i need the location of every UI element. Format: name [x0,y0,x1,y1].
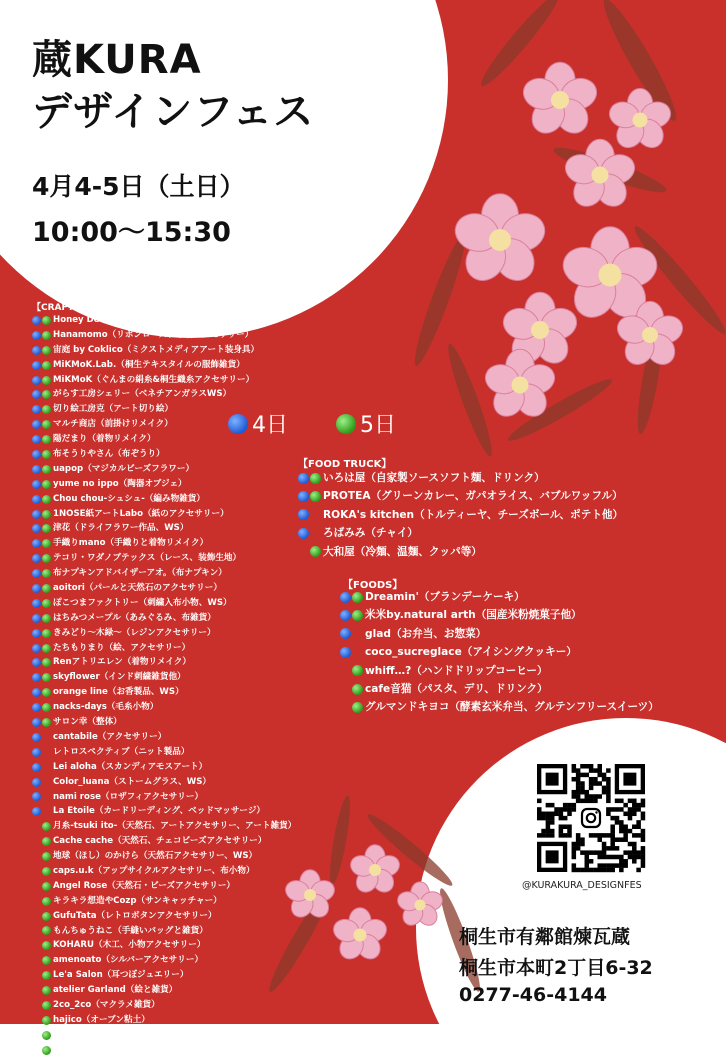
green-dot-icon [310,473,321,484]
blue-dot-icon [32,792,41,801]
blue-dot-icon [32,718,41,727]
day-markers [340,610,363,621]
day-markers [298,528,321,539]
foods-heading: 【FOODS】 [343,580,403,591]
day-markers [340,702,363,713]
green-dot-icon [42,629,51,638]
list-item-label: coco_sucreglace（アイシングクッキー） [365,646,577,659]
list-item-label: Le'a Salon（耳つぼジュエリー） [53,970,189,981]
list-item-label: 陽だまり（着物リメイク） [53,434,156,445]
list-item-label: Color_luana（ストームグラス、WS） [53,776,211,787]
list-item-label: cantabile（アクセサリー） [53,731,167,742]
list-item-label: レトロスペクティブ（ニット製品） [53,746,190,757]
green-dot-icon [336,414,356,434]
list-item-label: skyflower（インド刺繍雑貨他） [53,672,186,683]
blue-dot-icon [32,510,41,519]
green-dot-icon [42,331,51,340]
green-dot-icon [42,361,51,370]
green-dot-icon [42,435,51,444]
list-item [32,581,296,596]
list-item-label: ROKA's kitchen（トルティーヤ、チーズボール、ポテト他） [323,508,624,521]
list-item [32,670,296,685]
blue-dot-icon [32,316,41,325]
blue-dot-icon [298,491,309,502]
day-markers [32,658,51,667]
day-markers [340,665,363,676]
green-dot-icon [42,584,51,593]
green-dot-icon [42,510,51,519]
green-dot-icon [42,941,51,950]
list-item [32,447,296,462]
day-markers [32,376,51,385]
list-item [32,924,296,939]
foods-list [340,588,659,717]
blue-dot-icon [32,778,41,787]
green-dot-icon [42,822,51,831]
list-item-label: ぽこつまファクトリー（刺繍入布小物、WS） [53,597,232,608]
day-markers [32,420,51,429]
title-line-1: 蔵KURA [32,37,202,83]
day-markers [340,592,363,603]
day-markers [32,703,51,712]
green-dot-icon [42,912,51,921]
list-item [32,715,296,730]
day-markers [340,647,363,658]
blue-dot-icon [298,509,309,520]
qr-code[interactable] [537,764,645,872]
green-dot-icon [42,390,51,399]
day-markers [32,688,51,697]
list-item-label: yume no ippo（陶器オブジェ） [53,478,187,489]
day-markers [298,546,321,557]
list-item [32,536,296,551]
green-dot-icon [42,1046,51,1055]
list-item [32,328,296,343]
day-markers [32,390,51,399]
day-markers [32,539,51,548]
green-dot-icon [42,986,51,995]
blue-dot-icon [32,405,41,414]
day-markers [32,673,51,682]
list-item [340,680,659,698]
list-item [32,760,296,775]
green-dot-icon [42,554,51,563]
day-markers [32,614,51,623]
green-dot-icon [42,524,51,533]
day-markers [32,346,51,355]
list-item [32,879,296,894]
day-markers [32,599,51,608]
day-markers [32,941,51,950]
day-markers [340,684,363,695]
instagram-icon [579,806,603,830]
list-item-label: 地球（ほし）のかけら（天然石アクセサリー、WS） [53,851,258,862]
day-markers [32,1046,51,1055]
list-item-label: Lei aloha（スカンディアモスアート） [53,761,208,772]
day-markers [32,331,51,340]
list-item-label: ろばみみ（チャイ） [323,527,419,540]
green-dot-icon [42,539,51,548]
day-markers [32,837,51,846]
blue-dot-icon [340,592,351,603]
blue-dot-icon [32,435,41,444]
day-markers [32,450,51,459]
day-markers [32,435,51,444]
list-item-label: Honey Decoration（陶芸アクセサリー、雑貨、食器） [53,315,277,325]
day-markers [32,1016,51,1025]
blue-dot-icon [298,528,309,539]
green-dot-icon [42,837,51,846]
venue-name: 桐生市有鄰館煉瓦蔵 [459,926,631,948]
title-line-2: デザインフェス [32,89,315,135]
green-dot-icon [42,867,51,876]
green-dot-icon [42,718,51,727]
list-item-label: uapop（マジカルビーズフラワー） [53,463,195,474]
day-markers [32,971,51,980]
list-item [32,387,296,402]
food-truck-list [298,469,623,561]
list-item-label: Dreamin'（ブランデーケーキ） [365,591,525,603]
blue-dot-icon [32,376,41,385]
list-item [298,524,623,542]
list-item [32,551,296,566]
day-markers [32,867,51,876]
day-markers [32,465,51,474]
green-dot-icon [352,592,363,603]
green-dot-icon [42,688,51,697]
list-item-label: 切り絵工房克（アート切り絵） [53,404,174,415]
day-markers [32,554,51,563]
blue-dot-icon [32,673,41,682]
list-item-label: Hanamomo（リボンローズ、水引アクセサリー） [53,329,254,340]
day-markers [298,473,321,484]
green-dot-icon [42,569,51,578]
list-item [32,596,296,611]
green-dot-icon [42,480,51,489]
list-item [32,894,296,909]
list-item-label: たちもりまり（絵、アクセサリー） [53,642,191,653]
list-item-label: 和工房（陶芸） [53,1044,114,1055]
green-dot-icon [352,684,363,695]
list-item-label: cafe音猫（パスタ、デリ、ドリンク） [365,682,548,695]
list-item-label: nacks-days（毛糸小物） [53,702,159,713]
day-markers [32,569,51,578]
day-markers [298,509,321,520]
list-item [298,506,623,524]
list-item [340,588,659,606]
list-item [32,313,296,328]
green-dot-icon [42,495,51,504]
blue-dot-icon [32,480,41,489]
green-dot-icon [42,971,51,980]
list-item [32,804,296,819]
list-item-label: MiKMoK（ぐんまの絹糸&桐生織糸アクセサリー） [53,374,255,385]
list-item [32,507,296,522]
list-item [32,477,296,492]
day-markers [298,491,321,502]
list-item [32,641,296,656]
blue-dot-icon [32,644,41,653]
blue-dot-icon [32,629,41,638]
list-item [32,343,296,358]
event-time: 10:00〜15:30 [32,217,231,248]
day-markers [32,510,51,519]
blue-dot-icon [32,495,41,504]
day-markers [32,912,51,921]
list-item [32,775,296,790]
list-item [340,625,659,643]
day-markers [32,926,51,935]
day-markers [32,763,51,772]
list-item-label: GufuTata（レトロボタンアクセサリー） [53,910,217,921]
list-item-label: グルマンドキヨコ（酵素玄米弁当、グルテンフリースイーツ） [365,701,659,714]
list-item [32,700,296,715]
list-item-label: キラキラ想造やCozp（サンキャッチャー） [53,895,222,906]
day-markers [32,524,51,533]
list-item-label: もんちゅうねこ（手縫いバッグと雑貨） [53,925,208,936]
list-item-label: 布ナプキンアドバイザーアオ。（布ナプキン） [53,568,227,579]
list-item-label: Cache cache（天然石、チェコビーズアクセサリー） [53,836,267,847]
day-markers [340,628,363,639]
green-dot-icon [42,1016,51,1025]
list-item-label: MiKMoK.Lab.（桐生テキスタイルの服飾雑貨） [53,359,245,370]
green-dot-icon [42,644,51,653]
blue-dot-icon [32,554,41,563]
list-item-label: 米米by.natural arth（国産米粉焼菓子他） [365,609,582,622]
list-item [32,864,296,879]
day-markers [32,480,51,489]
green-dot-icon [352,665,363,676]
day-markers [32,629,51,638]
day-markers [32,882,51,891]
list-item [32,730,296,745]
day-markers [32,807,51,816]
day-markers [32,316,51,325]
blue-dot-icon [32,688,41,697]
green-dot-icon [42,1001,51,1010]
blue-dot-icon [32,703,41,712]
day-markers [32,584,51,593]
day-markers [32,1031,51,1040]
list-item [32,611,296,626]
blue-dot-icon [32,465,41,474]
list-item [340,606,659,624]
list-item-label: aoitori（パールと天然石のアクセサリー） [53,583,222,594]
list-item-label: Chou chou-シュシュ-（編み物雑貨） [53,493,205,504]
list-item [340,643,659,661]
legend-day5-label: 5日 [360,413,396,438]
list-item [32,1028,296,1043]
green-dot-icon [42,450,51,459]
green-dot-icon [352,610,363,621]
blue-dot-icon [32,524,41,533]
day-markers [32,822,51,831]
list-item-label: KOHARU（木工、小物アクセサリー） [53,940,206,951]
green-dot-icon [42,376,51,385]
day-markers [32,361,51,370]
green-dot-icon [42,703,51,712]
instagram-handle: @KURAKURA_DESIGNFES [522,880,642,891]
green-dot-icon [42,852,51,861]
list-item-label: nami rose（ロザフィアクセサリー） [53,791,204,802]
list-item [32,968,296,983]
day-markers [32,1001,51,1010]
green-dot-icon [310,491,321,502]
green-dot-icon [42,599,51,608]
list-item [32,745,296,760]
green-dot-icon [42,1031,51,1040]
list-item-label: whiff…?（ハンドドリップコーヒー） [365,664,548,677]
list-item [32,462,296,477]
green-dot-icon [42,673,51,682]
list-item [32,849,296,864]
list-item [32,834,296,849]
list-item-label: 2co_2co（マクラメ雑貨） [53,999,160,1010]
list-item [32,626,296,641]
list-item [32,819,296,834]
blue-dot-icon [32,614,41,623]
list-item-label: 宙庭 by Coklico（ミクストメディアアート装身具） [53,344,260,355]
list-item-label: PROTEA（グリーンカレー、ガパオライス、バブルワッフル） [323,490,623,503]
blue-dot-icon [340,628,351,639]
list-item [32,909,296,924]
day-markers [32,852,51,861]
list-item [298,543,623,561]
list-item-label: 手織りmano（手織りと着物リメイク） [53,538,209,549]
list-item-label: はちみつメープル（あみぐるみ、布雑貨） [53,612,216,623]
list-item-label: hajico（オーブン粘土） [53,1014,150,1025]
green-dot-icon [42,658,51,667]
list-item-label: Renアトリエレン（着物リメイク） [53,657,191,668]
list-item-label: 布そうりやさん（布ぞうり） [53,449,165,460]
list-item [32,655,296,670]
green-dot-icon [42,926,51,935]
list-item [32,1043,296,1058]
list-item [32,953,296,968]
list-item [32,938,296,953]
list-item-label: Angel Rose（天然石・ビーズアクセサリー） [53,880,236,891]
list-item [32,492,296,507]
list-item-label: 1NOSE紙アートLabo（紙のアクセサリー） [53,508,229,519]
list-item-label: caps.u.k（アップサイクルアクセサリー、布小物） [53,865,255,876]
green-dot-icon [42,405,51,414]
list-item-label: glad（お弁当、お惣菜） [365,627,487,640]
list-item-label: サロン幸（整体） [53,717,122,728]
list-item [32,1013,296,1028]
green-dot-icon [42,420,51,429]
legend-day5 [336,408,396,439]
blue-dot-icon [32,390,41,399]
list-item [32,358,296,373]
list-item-label: atelier Garland（絵と雑貨） [53,985,178,996]
day-markers [32,405,51,414]
event-date: 4月4-5日（土日） [32,172,245,201]
blue-dot-icon [32,584,41,593]
list-item-label: いろは屋（自家製ソースソフト麺、ドリンク） [323,472,545,484]
blue-dot-icon [32,763,41,772]
blue-dot-icon [32,658,41,667]
green-dot-icon [352,702,363,713]
list-item-label: amenoato（シルバーアクセサリー） [53,955,204,966]
green-dot-icon [42,897,51,906]
day-markers [32,897,51,906]
day-markers [32,956,51,965]
green-dot-icon [42,956,51,965]
list-item-label: きみどり〜木緑〜（レジンアクセサリー） [53,627,216,638]
green-dot-icon [310,546,321,557]
blue-dot-icon [340,647,351,658]
blue-dot-icon [32,420,41,429]
blue-dot-icon [32,450,41,459]
list-item-label: 津花（ドライフラワー作品、WS） [53,523,189,534]
venue-address: 桐生市本町2丁目6-32 [459,957,653,979]
list-item-label: La Etoile（カードリーディング、ベッドマッサージ） [53,806,266,817]
list-item-label: toca（タロット占い） [53,1029,143,1040]
list-item [32,983,296,998]
legend-day4 [228,408,288,439]
list-item [32,685,296,700]
blue-dot-icon [228,414,248,434]
green-dot-icon [42,465,51,474]
day-markers [32,986,51,995]
blue-dot-icon [298,473,309,484]
green-dot-icon [42,614,51,623]
day-markers [32,778,51,787]
green-dot-icon [42,346,51,355]
list-item [32,566,296,581]
list-item [32,998,296,1013]
blue-dot-icon [32,748,41,757]
day-markers [32,748,51,757]
blue-dot-icon [32,361,41,370]
list-item [298,469,623,487]
blue-dot-icon [340,610,351,621]
list-item-label: テコリ・ワダノブテックス（レース、装飾生地） [53,553,242,564]
day-markers [32,644,51,653]
blue-dot-icon [32,733,41,742]
blue-dot-icon [32,807,41,816]
blue-dot-icon [32,539,41,548]
list-item [32,521,296,536]
green-dot-icon [42,316,51,325]
blue-dot-icon [32,331,41,340]
legend-day4-label: 4日 [252,413,288,438]
list-item-label: 大和屋（冷麺、温麺、クッパ等） [323,545,482,558]
venue-phone: 0277-46-4144 [459,984,607,1006]
green-dot-icon [42,882,51,891]
list-item [340,662,659,680]
blue-dot-icon [32,569,41,578]
list-item [340,698,659,716]
day-markers [32,718,51,727]
list-item [298,487,623,505]
crafts-heading: 【CRAFTS】 [32,303,90,313]
food-truck-heading: 【FOOD TRUCK】 [298,459,392,470]
day-markers [32,792,51,801]
blue-dot-icon [32,599,41,608]
list-item [32,790,296,805]
blue-dot-icon [32,346,41,355]
day-markers [32,495,51,504]
list-item-label: マルチ商店（前掛けリメイク） [53,419,173,430]
day-markers [32,733,51,742]
list-item [32,373,296,388]
list-item-label: 月糸-tsuki ito-（天然石、アートアクセサリー、アート雑貨） [53,821,297,832]
list-item-label: orange line（お香製品、WS） [53,687,184,698]
list-item-label: がらす工房シェリー（ベネチアンガラスWS） [53,389,232,400]
